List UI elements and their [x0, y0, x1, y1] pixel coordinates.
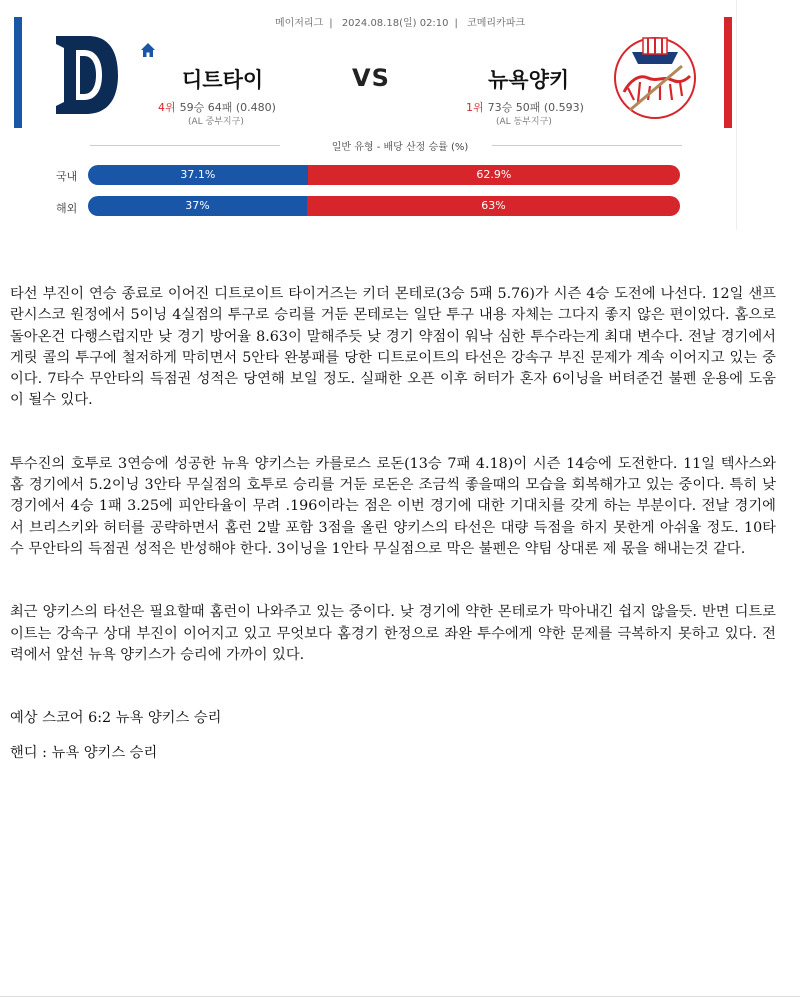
odds-title-rule-right: [492, 145, 682, 146]
odds-away-fill: 63%: [307, 196, 680, 216]
away-division: (AL 동부지구): [496, 117, 552, 127]
league-label: 메이저리그: [274, 18, 324, 29]
odds-away-fill: 62.9%: [308, 165, 680, 185]
home-record: [158, 99, 276, 115]
new-york-yankees-logo: [610, 30, 700, 122]
prediction-score: 예상 스코어 6:2 뉴욕 양키스 승리: [10, 710, 222, 727]
odds-row-label-domestic: 국내: [56, 170, 78, 183]
home-rank: 4위: [158, 101, 176, 114]
detroit-tigers-logo: [50, 30, 122, 120]
footer-rule: [0, 996, 800, 997]
divider: [736, 0, 737, 230]
article-body: [10, 284, 776, 779]
home-team-name[interactable]: 디트타이: [182, 68, 264, 92]
home-record-text: 59승 64패 (0.480): [179, 101, 276, 114]
match-datetime: 2024.08.18(일) 02:10: [341, 18, 449, 29]
article-paragraph-1: 타선 부진이 연승 종료로 이어진 디트로이트 타이거즈는 키더 몬테로(3승 5패 5.76)가 시즌 4승 도전에 나선다. 12일 샌프란시스코 원정에서 5이닝 4실점의 투구로 승리를 거둔 몬테로는 일단 투구 내용 자체는 그다지 좋지 않은 편이었다. 홈으로 돌아온건 다행스럽지만 낮 경기 방어율 8.63이 말해주듯 낮 경기 약점이 워낙 심한 투수라는게 최대 변수다. 전날 경기에서 게릿 콜의 투구에 철저하게 막히면서 5안타 완봉패를 당한 디트로이트의 타선은 강속구 부진 문제가 계속 이어지고 있는 중이다. 7타수 무안타의 득점권 성적은 당연해 보일 정도. 실패한 오픈 이후 허터가 혼자 6이닝을 버텨준건 불펜 운용에 도움이 될수 있다.: [10, 286, 776, 409]
odds-home-fill: 37.1%: [88, 165, 308, 185]
match-meta: 메이저리그 | 2024.08.18(일) 02:10 | 코메리카파크: [274, 18, 526, 29]
away-record-text: 73승 50패 (0.593): [487, 101, 584, 114]
vs-label: VS: [352, 64, 390, 92]
away-team-color-bar: [724, 17, 732, 128]
article-paragraph-3: 최근 양키스의 타선은 필요할때 홈런이 나와주고 있는 중이다. 낮 경기에 약한 몬테로가 막아내긴 쉽지 않을듯. 반면 디트로이트는 강속구 상대 부진이 이어지고 있고 무엇보다 홈경기 한정으로 좌완 투수에게 약한 문제를 극복하지 못하고 있다. 전력에서 앞선 뉴욕 양키스가 승리에 가까이 있다.: [10, 604, 776, 663]
home-icon: [140, 42, 156, 58]
article-paragraph-2: 투수진의 호투로 3연승에 성공한 뉴욕 양키스는 카를로스 로돈(13승 7패 4.18)이 시즌 14승에 도전한다. 11일 텍사스와 홈 경기에서 5.2이닝 3안타 무실점의 호투로 승리를 거둔 로돈은 조금씩 좋을때의 모습을 회복해가고 있는 중이다. 특히 낮 경기에서 4승 1패 3.25에 피안타율이 무려 .196이라는 점은 이번 경기에 대한 기대치를 갖게 하는 부분이다. 전날 경기에서 브리스키와 허터를 공략하면서 홈런 2발 포함 3점을 올린 양키스의 타선은 대량 득점을 하지 못한게 아쉬울 정도. 10타수 무안타의 득점권 성적은 반성해야 한다. 3이닝을 1안타 무실점으로 막은 불펜은 약팀 상대론 제 몫을 해내는것 같다.: [10, 455, 776, 557]
odds-row-label-overseas: 해외: [56, 202, 78, 215]
stadium-label: 코메리카파크: [467, 18, 526, 29]
odds-bar-domestic: [88, 165, 680, 185]
away-team-name[interactable]: 뉴욕양키: [488, 68, 570, 92]
odds-home-fill: 37%: [88, 196, 307, 216]
away-rank: 1위: [466, 101, 484, 114]
away-record: [466, 99, 584, 115]
home-division: (AL 중부지구): [188, 117, 244, 127]
home-team-color-bar: [14, 17, 22, 128]
prediction-handicap: 핸디 : 뉴욕 양키스 승리: [10, 745, 158, 762]
odds-bar-overseas: [88, 196, 680, 216]
match-card: [0, 0, 800, 230]
odds-section-title: 일반 유형 - 배당 산정 승률 (%): [331, 142, 469, 153]
